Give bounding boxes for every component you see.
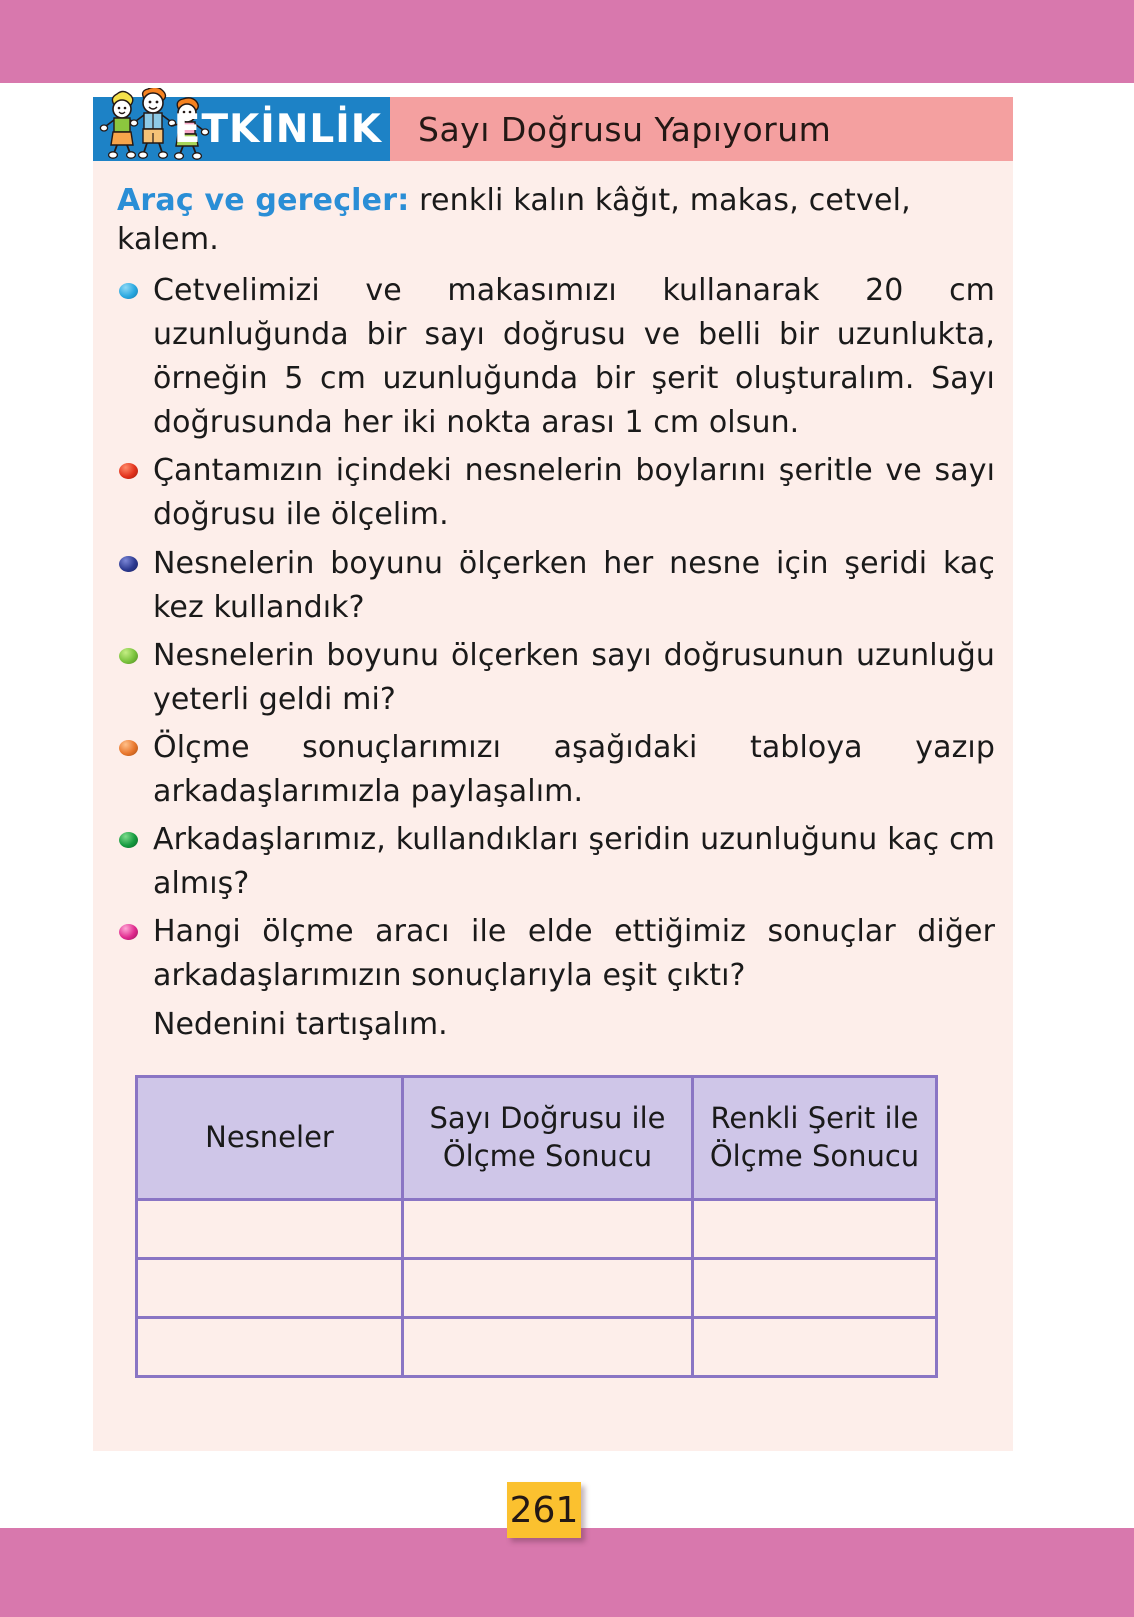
cell-object[interactable] [137, 1199, 403, 1258]
list-item [111, 269, 995, 445]
etkinlik-label: ETKİNLİK [173, 106, 382, 152]
cell-numberline-result[interactable] [403, 1199, 693, 1258]
table-row [137, 1317, 937, 1376]
bullet-icon [119, 556, 138, 572]
materials-line [117, 181, 995, 259]
column-header-objects: Nesneler [137, 1076, 403, 1199]
table-header-row [137, 1076, 937, 1199]
list-item [111, 634, 995, 722]
task-text: Hangi ölçme aracı ile elde ettiğimiz sonuçlar diğer arkadaşlarımızın sonuçlarıyla eşit çıktı? [153, 914, 995, 994]
materials-value: renkli kalın kâğıt, makas, cetvel, kalem. [117, 183, 911, 257]
cell-object[interactable] [137, 1258, 403, 1317]
activity-body [93, 161, 1013, 1451]
task-text: Nesnelerin boyunu ölçerken her nesne için şeridi kaç kez kullandık? [153, 545, 995, 625]
measurement-table [135, 1075, 938, 1378]
task-text: Çantamızın içindeki nesnelerin boylarını şeritle ve sayı doğrusu ile ölçelim. [153, 453, 995, 533]
cell-object[interactable] [137, 1317, 403, 1376]
column-header-numberline-result: Sayı Doğrusu ile Ölçme Sonucu [403, 1076, 693, 1199]
bottom-decorative-band [0, 1528, 1134, 1617]
bullet-icon [119, 283, 138, 299]
task-text: Ölçme sonuçlarımızı aşağıdaki tabloya yazıp arkadaşlarımızla paylaşalım. [153, 729, 995, 810]
column-header-strip-result: Renkli Şerit ile Ölçme Sonucu [693, 1076, 937, 1199]
list-item [111, 910, 995, 998]
bullet-icon [119, 463, 138, 479]
list-item [111, 818, 995, 906]
cell-numberline-result[interactable] [403, 1317, 693, 1376]
list-item [111, 542, 995, 630]
bullet-icon [119, 648, 138, 664]
table-row [137, 1258, 937, 1317]
task-text: Cetvelimizi ve makasımızı kullanarak 20 cm uzunluğunda bir sayı doğrusu ve belli bir uzunlukta, örneğin 5 cm uzunluğunda bir şerit oluşturalım. Sayı doğrusunda her iki nokta arası 1 cm olsun. [153, 273, 995, 441]
table-row [137, 1199, 937, 1258]
list-item [111, 726, 995, 814]
task-text: Arkadaşlarımız, kullandıkları şeridin uzunluğunu kaç cm almış? [153, 822, 995, 902]
list-item [111, 449, 995, 537]
materials-label: Araç ve gereçler: [117, 183, 410, 218]
cell-strip-result[interactable] [693, 1317, 937, 1376]
activity-header [93, 97, 1013, 161]
cell-strip-result[interactable] [693, 1199, 937, 1258]
task-text: Nesnelerin boyunu ölçerken sayı doğrusunun uzunluğu yeterli geldi mi? [153, 637, 995, 717]
cell-strip-result[interactable] [693, 1258, 937, 1317]
cell-numberline-result[interactable] [403, 1258, 693, 1317]
top-decorative-band [0, 0, 1134, 83]
etkinlik-badge [93, 97, 390, 161]
task-list [111, 269, 995, 999]
bullet-icon [119, 924, 138, 940]
bullet-icon [119, 740, 138, 756]
page-content [93, 97, 1013, 1451]
activity-title: Sayı Doğrusu Yapıyorum [418, 109, 832, 149]
bullet-icon [119, 832, 138, 848]
closing-line: Nedenini tartışalım. [153, 1006, 448, 1042]
page-number: 261 [507, 1482, 581, 1538]
